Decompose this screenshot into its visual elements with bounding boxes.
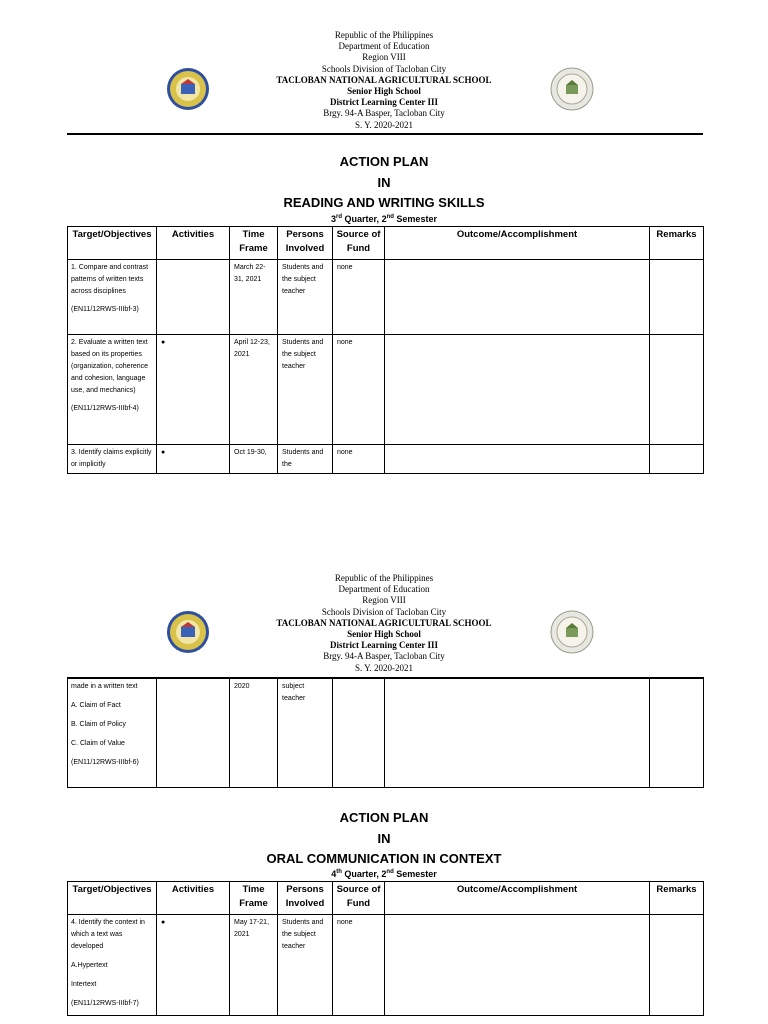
column-header: Activities: [157, 882, 230, 915]
table-row: [68, 335, 704, 445]
objective-text: 1. Compare and contrast patterns of written texts across disciplines: [71, 264, 149, 295]
action-plan-table: [67, 226, 704, 474]
column-header: Time Frame: [230, 227, 278, 260]
persons-cell: subject teacher: [278, 678, 333, 788]
time-frame-cell: Oct 19-30,: [230, 445, 278, 474]
column-header: Persons Involved: [278, 227, 333, 260]
objective-cell: 3. Identify claims explicitly or implicitly: [68, 445, 157, 474]
quarter-text: Quarter, 2: [341, 869, 387, 879]
remarks-cell: [650, 445, 704, 474]
school-name: TACLOBAN NATIONAL AGRICULTURAL SCHOOL: [276, 617, 492, 628]
persons-cell: Students and the subject teacher: [278, 915, 333, 1016]
header-line: Department of Education: [338, 584, 430, 595]
fund-cell: [333, 678, 385, 788]
column-header: Time Frame: [230, 882, 278, 915]
header-line: Region VIII: [362, 595, 406, 606]
school-division: Senior High School: [347, 86, 421, 97]
objective-cell: [68, 260, 157, 335]
persons-cell: Students and the subject teacher: [278, 335, 333, 445]
claim-item: A. Claim of Fact: [71, 702, 121, 709]
header-divider: [67, 133, 703, 135]
remarks-cell: [650, 915, 704, 1016]
claim-item: C. Claim of Value: [71, 740, 125, 747]
quarter-text: Quarter, 2: [342, 214, 387, 224]
time-frame-cell: May 17-21, 2021: [230, 915, 278, 1016]
competency-code: (EN11/12RWS-IIIbf-6): [71, 759, 139, 766]
table-row: [68, 915, 704, 1016]
time-frame-cell: 2020: [230, 678, 278, 788]
school-header: [0, 573, 768, 674]
column-header: Target/Objectives: [68, 882, 157, 915]
title-line: ACTION PLAN: [339, 154, 429, 169]
time-frame-cell: March 22-31, 2021: [230, 260, 278, 335]
outcome-cell: [385, 445, 650, 474]
context-item: A.Hypertext: [71, 962, 108, 969]
column-header: Remarks: [650, 882, 704, 915]
header-line: Republic of the Philippines: [334, 30, 434, 40]
activity-bullet-icon: ●: [157, 915, 230, 1016]
objective-text: 2. Evaluate a written text based on its properties (organization, coherence and cohesion, language use, and mechanics): [71, 339, 149, 394]
quarter-label: [0, 214, 768, 224]
school-header: [0, 30, 768, 131]
table-row: [68, 678, 704, 788]
school-year: S. Y. 2020-2021: [354, 662, 413, 673]
semester-suffix: nd: [386, 869, 394, 875]
plan-title: [0, 808, 768, 870]
header-line: Schools Division of Tacloban City: [321, 63, 447, 74]
activity-cell: [157, 678, 230, 788]
objective-text: made in a written text: [71, 683, 138, 690]
action-plan-table: [67, 881, 704, 1016]
column-header: Outcome/Accomplishment: [385, 882, 650, 915]
school-year: S. Y. 2020-2021: [354, 119, 413, 130]
context-item: Intertext: [71, 981, 97, 988]
persons-cell: Students and the subject teacher: [278, 260, 333, 335]
remarks-cell: [650, 678, 704, 788]
learning-center: District Learning Center III: [329, 97, 439, 108]
column-header: Source of Fund: [333, 882, 385, 915]
fund-cell: none: [333, 335, 385, 445]
outcome-cell: [385, 915, 650, 1016]
plan-title: [0, 152, 768, 214]
activity-bullet-icon: ●: [157, 445, 230, 474]
fund-cell: none: [333, 260, 385, 335]
remarks-cell: [650, 260, 704, 335]
table-header-row: [68, 882, 704, 915]
outcome-cell: [385, 260, 650, 335]
quarter-suffix: rd: [336, 214, 343, 220]
quarter-label: [0, 869, 768, 879]
quarter-suffix: th: [336, 869, 342, 875]
competency-code: (EN11/12RWS-IIIbf-4): [71, 405, 139, 412]
title-line: ACTION PLAN: [339, 810, 429, 825]
column-header: Remarks: [650, 227, 704, 260]
semester-suffix: nd: [386, 214, 394, 220]
remarks-cell: [650, 335, 704, 445]
semester-text: Semester: [393, 869, 437, 879]
column-header: Persons Involved: [278, 882, 333, 915]
column-header: Outcome/Accomplishment: [385, 227, 650, 260]
semester-text: Semester: [393, 214, 437, 224]
title-line: READING AND WRITING SKILLS: [283, 195, 485, 210]
fund-cell: none: [333, 915, 385, 1016]
school-address: Brgy. 94-A Basper, Tacloban City: [323, 651, 445, 662]
school-address: Brgy. 94-A Basper, Tacloban City: [323, 108, 445, 119]
activity-cell: [157, 260, 230, 335]
header-line: Region VIII: [362, 52, 406, 63]
fund-cell: none: [333, 445, 385, 474]
persons-cell: Students and the: [278, 445, 333, 474]
title-line: ORAL COMMUNICATION IN CONTEXT: [266, 851, 502, 866]
activity-bullet-icon: ●: [157, 335, 230, 445]
objective-cell: [68, 915, 157, 1016]
title-line: IN: [377, 174, 391, 190]
title-line: IN: [377, 830, 391, 846]
outcome-cell: [385, 335, 650, 445]
outcome-cell: [385, 678, 650, 788]
table-row: [68, 260, 704, 335]
continuation-table: [67, 677, 704, 788]
quarter-number: 4: [331, 869, 337, 879]
school-name: TACLOBAN NATIONAL AGRICULTURAL SCHOOL: [276, 74, 492, 85]
learning-center: District Learning Center III: [329, 640, 439, 651]
header-line: Schools Division of Tacloban City: [321, 606, 447, 617]
claim-item: B. Claim of Policy: [71, 721, 126, 728]
competency-code: (EN11/12RWS-IIIbf-3): [71, 306, 139, 313]
objective-text: 4. Identify the context in which a text was developed: [71, 919, 145, 950]
quarter-number: 3: [331, 214, 337, 224]
table-row: [68, 445, 704, 474]
competency-code: (EN11/12RWS-IIIbf-7): [71, 1000, 139, 1007]
objective-cell: [68, 678, 157, 788]
school-division: Senior High School: [347, 629, 421, 640]
time-frame-cell: April 12-23, 2021: [230, 335, 278, 445]
column-header: Target/Objectives: [68, 227, 157, 260]
column-header: Activities: [157, 227, 230, 260]
table-header-row: [68, 227, 704, 260]
objective-cell: [68, 335, 157, 445]
column-header: Source of Fund: [333, 227, 385, 260]
header-line: Department of Education: [338, 41, 430, 52]
header-line: Republic of the Philippines: [334, 573, 434, 583]
